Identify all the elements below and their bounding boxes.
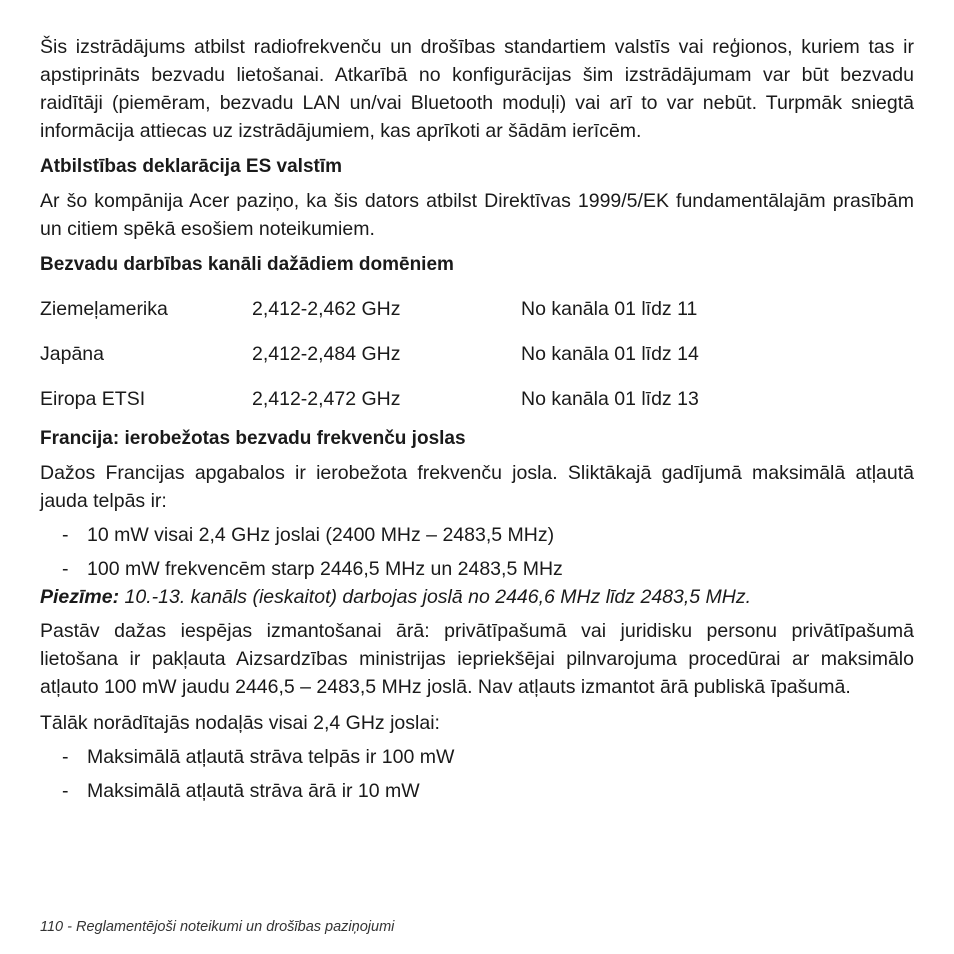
region-cell: Japāna xyxy=(40,343,104,365)
note-label: Piezīme: xyxy=(40,586,120,608)
channel-cell: No kanāla 01 līdz 14 xyxy=(521,343,699,365)
list-item xyxy=(40,521,914,549)
bullet-dash: - xyxy=(62,524,69,546)
bullet-dash: - xyxy=(62,746,69,768)
list-item-text: Maksimālā atļautā strāva ārā ir 10 mW xyxy=(87,780,420,802)
france-paragraph-2: Pastāv dažas iespējas izmantošanai ārā: privātīpašumā vai juridisku personu privātīpašumā lietošana ir pakļauta Aizsardzības ministrijas iepriekšējai pilnvarojuma procedūrai ar maksimālo atļauto 100 mW jaudu 2446,5 – 2483,5 MHz joslā. Nav atļauts izmantot ārā publiskā īpašumā. xyxy=(40,620,914,698)
channels-heading: Bezvadu darbības kanāli dažādiem domēniem xyxy=(40,254,454,275)
list-item-text: 100 mW frekvencēm starp 2446,5 MHz un 2483,5 MHz xyxy=(87,558,563,580)
frequency-cell: 2,412-2,484 GHz xyxy=(252,343,401,365)
frequency-cell: 2,412-2,472 GHz xyxy=(252,388,401,410)
page-footer: 110 - Reglamentējoši noteikumi un drošības paziņojumi xyxy=(40,919,395,935)
list-item-text: 10 mW visai 2,4 GHz joslai (2400 MHz – 2483,5 MHz) xyxy=(87,524,555,546)
table-row xyxy=(40,385,914,413)
france-heading: Francija: ierobežotas bezvadu frekvenču joslas xyxy=(40,428,466,449)
france-bullet-list-1 xyxy=(40,521,914,583)
page-content xyxy=(40,33,914,805)
bullet-dash: - xyxy=(62,780,69,802)
france-bullet-list-2 xyxy=(40,743,914,805)
list-item xyxy=(40,555,914,583)
channel-cell: No kanāla 01 līdz 13 xyxy=(521,388,699,410)
bullet-dash: - xyxy=(62,558,69,580)
channels-table xyxy=(40,295,914,413)
declaration-heading: Atbilstības deklarācija ES valstīm xyxy=(40,156,343,177)
list-item-text: Maksimālā atļautā strāva telpās ir 100 mW xyxy=(87,746,455,768)
france-paragraph-1: Dažos Francijas apgabalos ir ierobežota frekvenču josla. Sliktākajā gadījumā maksimālā atļautā jauda telpās ir: xyxy=(40,462,914,512)
region-cell: Ziemeļamerika xyxy=(40,298,168,320)
list-item xyxy=(40,743,914,771)
intro-paragraph: Šis izstrādājums atbilst radiofrekvenču un drošības standartiem valstīs vai reģionos, kuriem tas ir apstiprināts bezvadu lietošanai. Atkarībā no konfigurācijas šim izstrādājumam var būt bezvadu raidītāji (piemēram, bezvadu LAN un/vai Bluetooth moduļi) vai arī to var nebūt. Turpmāk sniegtā informācija attiecas uz izstrādājumiem, kas aprīkoti ar šādām ierīcēm. xyxy=(40,36,914,142)
note xyxy=(40,583,914,611)
channel-cell: No kanāla 01 līdz 11 xyxy=(521,298,698,320)
list-item xyxy=(40,777,914,805)
note-text: 10.-13. kanāls (ieskaitot) darbojas joslā no 2446,6 MHz līdz 2483,5 MHz. xyxy=(119,586,752,608)
region-cell: Eiropa ETSI xyxy=(40,388,146,410)
table-row xyxy=(40,295,914,323)
declaration-paragraph: Ar šo kompānija Acer paziņo, ka šis dators atbilst Direktīvas 1999/5/EK fundamentālajām prasībām un citiem spēkā esošiem noteikumiem. xyxy=(40,190,914,240)
france-paragraph-3: Tālāk norādītajās nodaļās visai 2,4 GHz joslai: xyxy=(40,712,440,734)
frequency-cell: 2,412-2,462 GHz xyxy=(252,298,401,320)
table-row xyxy=(40,340,914,368)
